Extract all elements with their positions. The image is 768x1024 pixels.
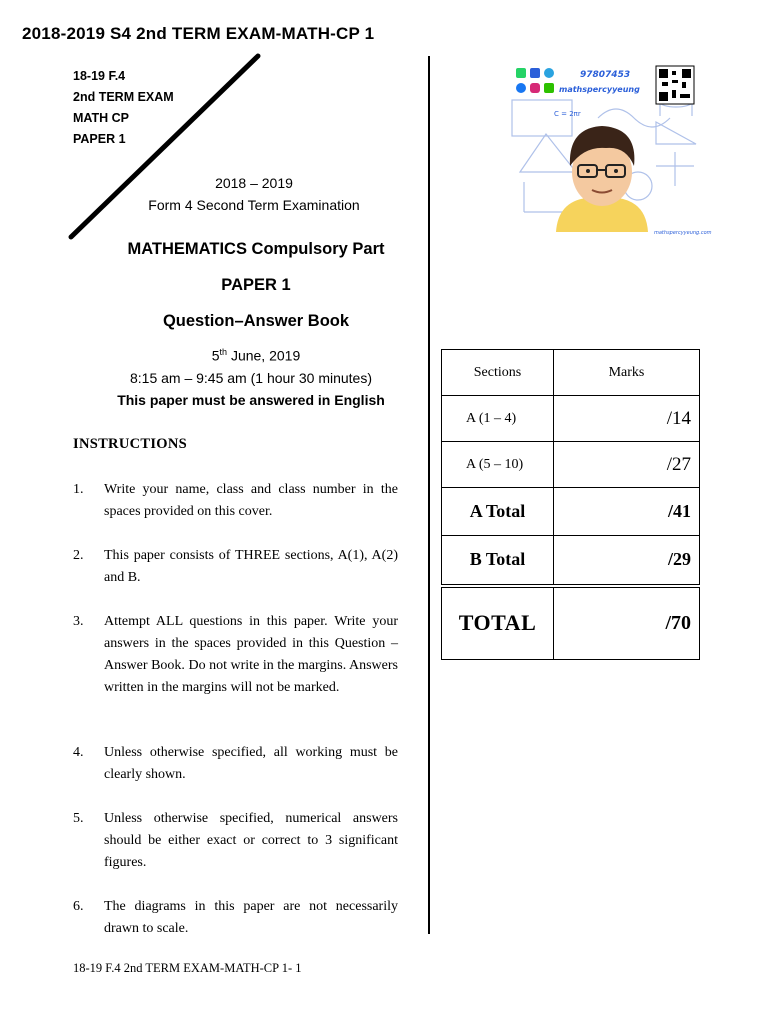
subject-title: MATHEMATICS Compulsory Part xyxy=(127,240,385,258)
exam-label-block xyxy=(73,66,174,150)
total-marks-cell: /70 xyxy=(554,586,700,660)
phone-text: 97807453 xyxy=(580,70,631,80)
table-header-cell: Sections xyxy=(442,350,554,396)
table-row xyxy=(442,396,700,442)
instruction-number: 3. xyxy=(73,614,84,629)
instruction-text: Write your name, class and class number in the spaces provided on this cover. xyxy=(104,482,398,519)
instruction-number: 4. xyxy=(73,745,84,760)
marks-table xyxy=(441,349,700,660)
instruction-number: 6. xyxy=(73,899,84,914)
instruction-item xyxy=(73,808,398,874)
label-line: MATH CP xyxy=(73,111,130,125)
exam-time: 8:15 am – 9:45 am (1 hour 30 minutes) xyxy=(129,370,373,386)
instruction-item xyxy=(73,479,398,523)
total-row xyxy=(442,586,700,660)
vertical-divider xyxy=(428,56,430,934)
page-header-title: 2018-2019 S4 2nd TERM EXAM-MATH-CP 1 xyxy=(22,24,375,43)
book-title: Question–Answer Book xyxy=(162,312,350,330)
exam-name: Form 4 Second Term Examination xyxy=(148,197,360,213)
label-line: 18-19 F.4 xyxy=(73,69,126,83)
instruction-text: Unless otherwise specified, numerical answers should be either exact or correct to 3 significant figures. xyxy=(104,811,398,870)
instruction-text: Unless otherwise specified, all working must be clearly shown. xyxy=(104,745,398,782)
marks-cell: /14 xyxy=(554,396,700,442)
formula-text: C = 2πr xyxy=(554,110,581,118)
instruction-text: The diagrams in this paper are not necessarily drawn to scale. xyxy=(104,899,398,936)
table-row xyxy=(442,488,700,536)
paper-title: PAPER 1 xyxy=(221,276,291,294)
table-row xyxy=(442,442,700,488)
section-cell: A (1 – 4) xyxy=(442,396,554,442)
instruction-number: 1. xyxy=(73,482,84,497)
instruction-number: 2. xyxy=(73,548,84,563)
page-footer: 18-19 F.4 2nd TERM EXAM-MATH-CP 1- 1 xyxy=(73,961,302,975)
section-cell: A (5 – 10) xyxy=(442,442,554,488)
instruction-text: This paper consists of THREE sections, A(1), A(2) and B. xyxy=(104,548,398,585)
instruction-number: 5. xyxy=(73,811,84,826)
teacher-logo-image xyxy=(506,62,712,240)
website-text: mathspercyyeung.com xyxy=(654,230,712,236)
instruction-item xyxy=(73,545,398,589)
instructions-heading: INSTRUCTIONS xyxy=(73,436,187,452)
label-line: 2nd TERM EXAM xyxy=(73,90,174,104)
section-cell: B Total xyxy=(442,536,554,586)
qr-code-icon xyxy=(656,66,694,104)
instruction-item xyxy=(73,896,398,940)
table-row xyxy=(442,536,700,586)
table-header-row xyxy=(442,350,700,396)
marks-cell: /41 xyxy=(554,488,700,536)
total-section-cell: TOTAL xyxy=(442,586,554,660)
exam-date: 5th June, 2019 xyxy=(211,347,301,364)
section-cell: A Total xyxy=(442,488,554,536)
exam-year: 2018 – 2019 xyxy=(215,175,293,191)
language-note: This paper must be answered in English xyxy=(117,392,385,408)
handle-text: mathspercyyeung xyxy=(559,85,640,94)
cartoon-avatar-icon xyxy=(556,126,648,232)
instruction-text: Attempt ALL questions in this paper. Write your answers in the spaces provided in this Question – Answer Book. Do not write in the margins. Answers written in the margins will not be marked. xyxy=(104,614,398,695)
table-header-cell: Marks xyxy=(554,350,700,396)
marks-cell: /29 xyxy=(554,536,700,586)
instruction-item xyxy=(73,742,398,786)
label-line: PAPER 1 xyxy=(73,132,126,146)
marks-cell: /27 xyxy=(554,442,700,488)
instruction-item xyxy=(73,611,398,699)
